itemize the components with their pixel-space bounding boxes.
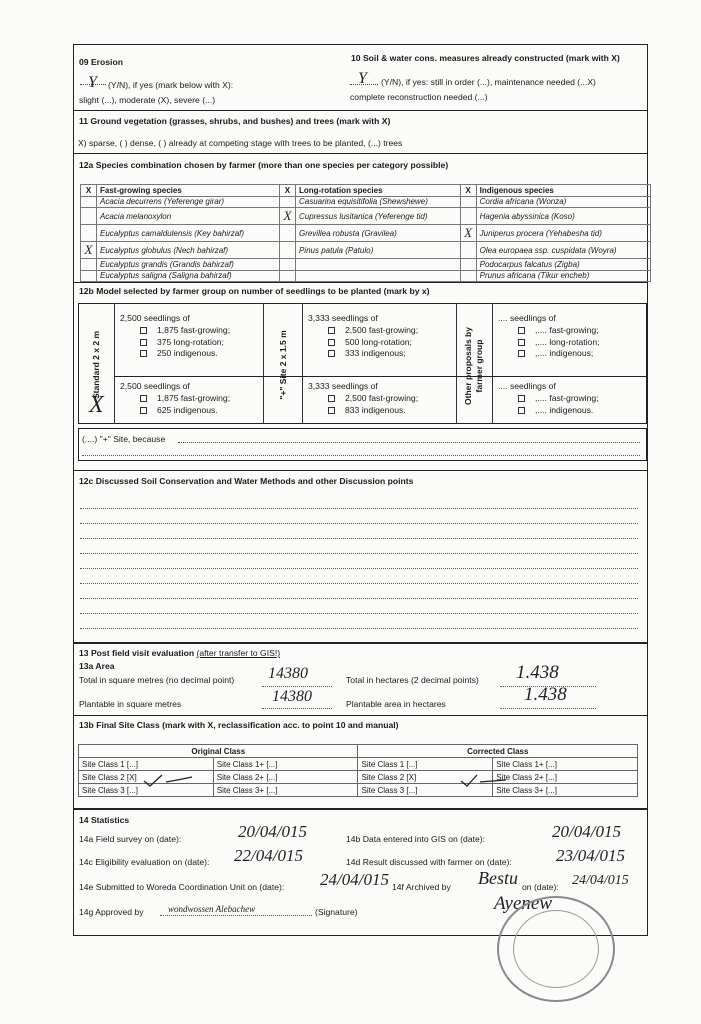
species-name: Pinus patula (Patulo) xyxy=(295,242,460,259)
total-sqm-value: 14380 xyxy=(268,665,308,682)
species-header-cell: Fast-growing species xyxy=(97,185,280,197)
site-class-cell[interactable]: Site Class 3+ [...] xyxy=(493,784,638,797)
blank-line[interactable] xyxy=(80,613,638,614)
eligibility-label: 14c Eligibility evaluation on (date): xyxy=(79,857,210,867)
divider xyxy=(73,715,648,716)
option-text: .... seedlings of xyxy=(498,381,556,391)
checkbox[interactable] xyxy=(140,407,147,414)
approved-by-label: 14g Approved by xyxy=(79,907,144,917)
area-title: 13a Area xyxy=(79,661,115,671)
species-mark xyxy=(460,196,476,208)
option-text: 500 long-rotation; xyxy=(345,336,412,347)
plus-site-reason-box xyxy=(78,428,647,461)
checkbox[interactable] xyxy=(140,339,147,346)
blank-line[interactable] xyxy=(80,583,638,584)
site-class-cell[interactable]: Site Class 2+ [...] xyxy=(493,771,638,784)
species-name: Acacia melanoxylon xyxy=(97,208,280,225)
species-name: Cupressus lusitanica (Yeferenge tid) xyxy=(295,208,460,225)
standard-label: Standard 2 x 2 m xyxy=(91,330,101,400)
erosion-yn-value: Y xyxy=(88,74,97,91)
gis-entry-date: 20/04/015 xyxy=(552,822,621,841)
grid-line xyxy=(263,303,264,424)
erosion-yn-label: (Y/N), if yes (mark below with X): xyxy=(108,80,234,90)
site-class-row xyxy=(79,758,638,771)
archived-by-label: 14f Archived by xyxy=(392,882,451,892)
swc-yn-value: Y xyxy=(358,70,367,87)
swc-title: 10 Soil & water cons. measures already constructed (mark with X) xyxy=(351,53,620,63)
office-stamp-inner xyxy=(513,910,599,988)
site-class-title: 13b Final Site Class (mark with X, reclassification acc. to point 10 and manual) xyxy=(79,720,399,730)
grid-line xyxy=(114,376,647,377)
field-survey-label: 14a Field survey on (date): xyxy=(79,834,182,844)
site-class-cell[interactable]: Site Class 1+ [...] xyxy=(493,758,638,771)
plus-top-option xyxy=(308,313,418,360)
checkmark-scribble-icon xyxy=(140,772,200,788)
blank-line[interactable] xyxy=(80,628,638,629)
blank-line[interactable] xyxy=(80,523,638,524)
species-header-cell: X xyxy=(81,185,97,197)
standard-top-option xyxy=(120,313,230,360)
species-row xyxy=(81,208,651,225)
species-name: Acacia decurrens (Yeferenge girar) xyxy=(97,196,280,208)
species-name: Grevillea robusta (Gravilea) xyxy=(295,225,460,242)
species-mark xyxy=(81,208,97,225)
checkbox[interactable] xyxy=(518,407,525,414)
blank-line xyxy=(160,915,312,916)
species-mark xyxy=(81,196,97,208)
corrected-class-header: Corrected Class xyxy=(358,745,638,758)
site-class-cell[interactable]: Site Class 3 [...] xyxy=(358,784,493,797)
form-border xyxy=(73,44,648,936)
grid-line xyxy=(302,303,303,424)
species-row xyxy=(81,259,651,271)
swc-yn-label: (Y/N), if yes: still in order (...), maintenance needed (...X) xyxy=(381,77,596,87)
plant-sqm-label: Plantable in square metres xyxy=(79,699,182,709)
vegetation-title: 11 Ground vegetation (grasses, shrubs, and bushes) and trees (mark with X) xyxy=(79,116,391,126)
post-visit-title xyxy=(79,648,280,658)
species-title: 12a Species combination chosen by farmer (more than one species per category possible) xyxy=(79,160,449,170)
archived-by-name: Bestu xyxy=(478,868,518,888)
species-name: Cordia africana (Wonza) xyxy=(476,196,650,208)
species-name: Eucalyptus saligna (Saligna bahirzaf) xyxy=(97,270,280,282)
option-text: 833 indigenous. xyxy=(345,405,406,415)
option-text: 2,500 seedlings of xyxy=(120,381,190,391)
divider xyxy=(73,642,648,644)
species-mark xyxy=(279,270,295,282)
site-class-cell[interactable]: Site Class 2 [X] xyxy=(358,771,493,784)
swc-yn-line xyxy=(350,84,378,85)
option-text: 375 long-rotation; xyxy=(157,336,224,347)
species-name: Casuarina equisitifolia (Shewshewe) xyxy=(295,196,460,208)
plus-bottom-option xyxy=(308,380,418,416)
grid-line xyxy=(114,303,115,424)
checkbox[interactable] xyxy=(518,339,525,346)
option-text: 1,875 fast-growing; xyxy=(157,393,231,403)
species-name: Podocarpus falcatus (Zigba) xyxy=(476,259,650,271)
archived-on-label: on (date): xyxy=(522,882,559,892)
plus-site-label: "+" Site 2 x 1.5 m xyxy=(278,330,288,400)
submitted-label: 14e Submitted to Woreda Coordination Unit on (date): xyxy=(79,882,285,892)
option-text: ,.... indigenous; xyxy=(535,348,594,359)
species-mark: X xyxy=(81,242,97,259)
blank-line xyxy=(262,686,332,687)
species-mark xyxy=(460,259,476,271)
species-name: Eucalyptus globulus (Nech bahirzaf) xyxy=(97,242,280,259)
species-table xyxy=(80,184,651,282)
site-class-cell[interactable]: Site Class 1 [...] xyxy=(358,758,493,771)
checkbox[interactable] xyxy=(140,395,147,402)
checkbox[interactable] xyxy=(328,407,335,414)
option-text: 3,333 seedlings of xyxy=(308,313,378,323)
species-mark xyxy=(81,225,97,242)
checkmark-scribble-icon xyxy=(458,772,510,788)
field-survey-date: 20/04/015 xyxy=(238,822,307,841)
species-row xyxy=(81,270,651,282)
original-class-header: Original Class xyxy=(79,745,358,758)
grid-line xyxy=(492,303,493,424)
checkbox[interactable] xyxy=(140,327,147,334)
site-class-cell[interactable]: Site Class 2+ [...] xyxy=(213,771,358,784)
blank-line[interactable] xyxy=(80,508,638,509)
blank-line[interactable] xyxy=(80,568,638,569)
species-name: Hagenia abyssinica (Koso) xyxy=(476,208,650,225)
other-bottom-option xyxy=(498,380,599,416)
checkbox[interactable] xyxy=(518,350,525,357)
erosion-title: 09 Erosion xyxy=(79,57,123,67)
species-header-row xyxy=(81,185,651,197)
divider xyxy=(73,153,648,154)
erosion-levels: slight (...), moderate (X), severe (...) xyxy=(79,95,216,105)
divider xyxy=(73,808,648,810)
species-name: Eucalyptus camaldulensis (Key bahirzaf) xyxy=(97,225,280,242)
signature-label: (Signature) xyxy=(315,907,358,917)
gis-entry-label: 14b Data entered into GIS on (date): xyxy=(346,834,486,844)
checkbox[interactable] xyxy=(518,327,525,334)
species-header-cell: X xyxy=(279,185,295,197)
option-text: ,.... fast-growing; xyxy=(535,393,599,403)
other-proposals-label: Other proposals by farmer group xyxy=(463,327,484,405)
option-text: ,.... indigenous. xyxy=(535,405,594,415)
standard-mark: X xyxy=(89,392,104,418)
checkbox[interactable] xyxy=(518,395,525,402)
eligibility-date: 22/04/015 xyxy=(234,846,303,865)
species-mark xyxy=(460,270,476,282)
species-name xyxy=(295,270,460,282)
blank-line[interactable] xyxy=(178,442,640,443)
post-visit-title-note: (after transfer to GIS!) xyxy=(196,648,281,658)
swc-line2: complete reconstruction needed (...) xyxy=(350,92,488,102)
species-name: Juniperus procera (Yehabesha tid) xyxy=(476,225,650,242)
blank-line[interactable] xyxy=(82,455,640,456)
option-text: 2,500 seedlings of xyxy=(120,313,190,323)
post-visit-title-text: 13 Post field visit evaluation xyxy=(79,648,195,658)
divider xyxy=(73,282,648,283)
blank-line xyxy=(262,708,332,709)
option-text: ,.... long-rotation; xyxy=(535,336,600,347)
plant-ha-label: Plantable area in hectares xyxy=(346,699,446,709)
checkbox[interactable] xyxy=(328,350,335,357)
plant-sqm-value: 14380 xyxy=(272,688,312,705)
standard-bottom-option xyxy=(120,380,230,416)
site-class-cell[interactable]: Site Class 1+ [...] xyxy=(213,758,358,771)
option-text: 250 indigenous. xyxy=(157,348,218,359)
species-mark xyxy=(279,225,295,242)
result-discussed-date: 23/04/015 xyxy=(556,846,625,865)
vegetation-text: X) sparse, ( ) dense, ( ) already at competing stage with trees to be planted, (...) trees xyxy=(78,138,403,148)
species-mark: X xyxy=(460,225,476,242)
species-name: Olea europaea ssp. cuspidata (Woyra) xyxy=(476,242,650,259)
checkbox[interactable] xyxy=(140,350,147,357)
species-mark xyxy=(460,208,476,225)
checkbox[interactable] xyxy=(328,339,335,346)
total-sqm-label: Total in square metres (no decimal point) xyxy=(79,675,235,685)
other-top-option xyxy=(498,313,600,360)
divider xyxy=(73,470,648,471)
blank-line xyxy=(500,708,596,709)
species-name: Prunus africana (Tikur encheb) xyxy=(476,270,650,282)
submitted-date: 24/04/015 xyxy=(320,870,389,889)
species-mark xyxy=(279,196,295,208)
species-row xyxy=(81,242,651,259)
option-text: 625 indigenous. xyxy=(157,405,218,415)
model-title: 12b Model selected by farmer group on number of seedlings to be planted (mark by x) xyxy=(79,286,430,296)
blank-line[interactable] xyxy=(80,553,638,554)
option-text: 2,500 fast-growing; xyxy=(345,393,419,403)
total-ha-value: 1.438 xyxy=(516,662,559,683)
species-name xyxy=(295,259,460,271)
species-row xyxy=(81,225,651,242)
approved-by-name: wondwossen Alebachew xyxy=(168,904,256,914)
result-discussed-label: 14d Result discussed with farmer on (date): xyxy=(346,857,512,867)
statistics-title: 14 Statistics xyxy=(79,815,130,825)
option-text: 333 indigenous; xyxy=(345,348,406,359)
species-row xyxy=(81,196,651,208)
erosion-yn-line xyxy=(80,84,106,85)
species-mark xyxy=(279,242,295,259)
option-text: 3,333 seedlings of xyxy=(308,381,378,391)
species-mark xyxy=(460,242,476,259)
discussion-title: 12c Discussed Soil Conservation and Water Methods and other Discussion points xyxy=(79,476,414,486)
total-ha-label: Total in hectares (2 decimal points) xyxy=(346,675,479,685)
blank-line[interactable] xyxy=(80,598,638,599)
species-header-cell: X xyxy=(460,185,476,197)
blank-line[interactable] xyxy=(80,538,638,539)
option-text: ,.... fast-growing; xyxy=(535,324,599,335)
grid-line xyxy=(456,303,457,424)
option-text: 1,875 fast-growing; xyxy=(157,324,231,335)
species-header-cell: Long-rotation species xyxy=(295,185,460,197)
species-header-cell: Indigenous species xyxy=(476,185,650,197)
site-class-cell[interactable]: Site Class 1 [...] xyxy=(79,758,214,771)
approved-handwriting: Ayenew xyxy=(494,893,553,914)
species-name: Eucalyptus grandis (Grandis bahirzaf) xyxy=(97,259,280,271)
site-class-header-row xyxy=(79,745,638,758)
checkbox[interactable] xyxy=(328,327,335,334)
site-class-cell[interactable]: Site Class 2 [X] xyxy=(79,771,214,784)
site-class-cell[interactable]: Site Class 3 [...] xyxy=(79,784,214,797)
site-class-table xyxy=(78,744,638,797)
species-mark: X xyxy=(279,208,295,225)
species-mark xyxy=(81,270,97,282)
archived-date: 24/04/015 xyxy=(572,873,629,888)
option-text: 2,500 fast-growing; xyxy=(345,324,419,335)
checkbox[interactable] xyxy=(328,395,335,402)
species-mark xyxy=(81,259,97,271)
species-mark xyxy=(279,259,295,271)
plus-site-reason-label: (....) "+" Site, because xyxy=(82,434,166,444)
plant-ha-value: 1.438 xyxy=(524,684,567,705)
divider xyxy=(73,110,648,111)
option-text: .... seedlings of xyxy=(498,313,556,323)
site-class-cell[interactable]: Site Class 3+ [...] xyxy=(213,784,358,797)
